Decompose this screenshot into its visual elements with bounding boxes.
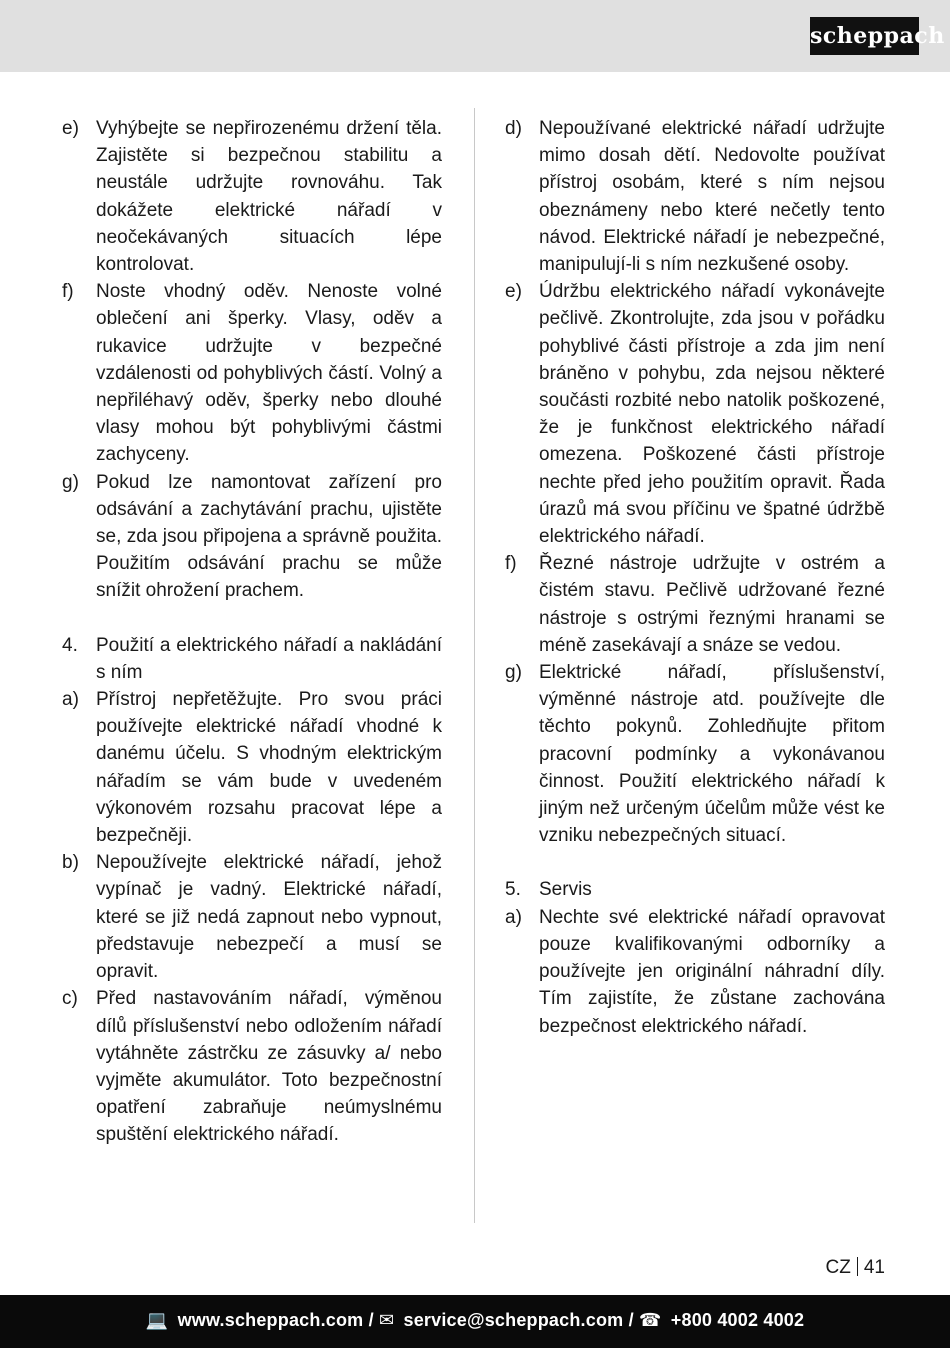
list-item-text: Nepoužívejte elektrické nářadí, jehož vypínač je vadný. Elektrické nářadí, které se již nedá zapnout nebo vypnout, představuje nebezpečí a musí se opravit. [96,852,442,983]
list-item [505,904,885,1040]
left-column [62,115,442,1149]
list-item-text: Údržbu elektrického nářadí vykonávejte pečlivě. Zkontrolujte, zda jsou v pořádku pohyblivé části přístroje a zda jim není bráněno v pohybu, zda nejsou některé součásti rozbité nebo natolik poškozené, že je funkčnost elektrického nářadí omezena. Poškozené části přístroje nechte před jeho použitím opravit. Řada úrazů má svou příčinu ve špatné údržbě elektrického nářadí. [539,281,885,548]
list-marker: a) [62,689,79,711]
list-item [62,686,442,849]
list-item-text: Servis [539,879,592,901]
list-item [62,469,442,605]
list-item [505,115,885,278]
column-divider [474,108,475,1223]
list-item [505,550,885,659]
page-number [826,1256,885,1280]
list-item-text: Řezné nástroje udržujte v ostrém a čistém stavu. Pečlivě udržované řezné nástroje s ostrými řeznými hranami se méně zasekávají a snáze se vedou. [539,553,885,656]
list-item-text: Pokud lze namontovat zařízení pro odsávání a zachytávání prachu, ujistěte se, zda jsou připojena a správně použita. Použitím odsávání prachu se může snížit ohrožení prachem. [96,471,442,602]
list-item-text: Noste vhodný oděv. Nenoste volné oblečení ani šperky. Vlasy, oděv a rukavice udržujte v bezpečné vzdálenosti od pohyblivých částí. Volný a nepřiléhavý oděv, šperky nebo dlouhé vlasy mohou být pohyblivými částmi zachyceny. [96,281,442,466]
list-item [505,278,885,550]
list-item [62,849,442,985]
page-number-value: 41 [863,1257,885,1278]
list-marker: f) [505,553,517,575]
list-item [62,278,442,468]
page-number-separator [857,1257,858,1276]
right-column [505,115,885,1040]
list-item-text: Přístroj nepřetěžujte. Pro svou práci používejte elektrické nářadí vhodné k danému účelu. S vhodným elektrickým nářadím se vám bude v uvedeném výkonovém rozsahu pracovat lépe a bezpečněji. [96,689,442,847]
phone-icon: ☎ [638,1310,662,1330]
list-marker: 5. [505,879,521,901]
brand-logo: scheppach [810,17,919,55]
list-marker: e) [505,281,522,303]
footer-website-link[interactable]: www.scheppach.com [177,1310,364,1330]
list-item [505,659,885,849]
list-marker: b) [62,852,79,874]
list-marker: c) [62,988,78,1010]
list-marker: 4. [62,634,78,656]
list-item-text: Použití a elektrického nářadí a nakládání s ním [96,634,442,683]
list-marker: f) [62,281,74,303]
list-item-text: Elektrické nářadí, příslušenství, výměnné nástroje atd. používejte dle těchto pokynů. Zohledňujte přitom pracovní podmínky a vykonávanou činnost. Použití elektrického nářadí k jiným než určeným účelům může vést ke vzniku nebezpečných situací. [539,662,885,847]
section-spacer [62,605,442,632]
laptop-icon: 💻 [145,1310,169,1330]
list-item [62,632,442,686]
header-band [0,0,950,72]
footer-phone: +800 4002 4002 [670,1310,805,1330]
language-code: CZ [825,1257,851,1278]
list-marker: d) [505,118,522,139]
list-marker: g) [62,471,79,493]
list-item-text: Nepoužívané elektrické nářadí udržujte mimo dosah dětí. Nedovolte používat přístroj osobám, které s ním nejsou obeznámeny nebo které nečetly tento návod. Elektrické nářadí je nebezpečné, manipulují-li s ním nezkušené osoby. [539,118,885,276]
footer-bar [0,1295,950,1348]
list-marker: g) [505,662,522,684]
section-spacer [505,849,885,876]
list-marker: a) [505,906,522,928]
list-item-text: Před nastavováním nářadí, výměnou dílů příslušenství nebo odložením nářadí vytáhněte zástrčku ze zásuvky a/ nebo vyjměte akumulátor. Toto bezpečnostní opatření zabraňuje neúmyslnému spuštění elektrického nářadí. [96,988,442,1146]
envelope-icon: ✉ [379,1310,395,1330]
footer-email-link[interactable]: service@scheppach.com [403,1310,624,1330]
footer-separator: / [628,1310,634,1330]
list-item [62,985,442,1148]
list-item-text: Vyhýbejte se nepřirozenému držení těla. Zajistěte si bezpečnou stabilitu a neustále udržujte rovnováhu. Tak dokážete elektrické nářadí v neočekávaných situacích lépe kontrolovat. [96,118,442,276]
footer-separator: / [368,1310,374,1330]
list-marker: e) [62,118,79,139]
list-item [505,876,885,903]
list-item [62,115,442,278]
list-item-text: Nechte své elektrické nářadí opravovat pouze kvalifikovanými odborníky a používejte jen originální náhradní díly. Tím zajistíte, že zůstane zachována bezpečnost elektrického nářadí. [539,906,885,1037]
